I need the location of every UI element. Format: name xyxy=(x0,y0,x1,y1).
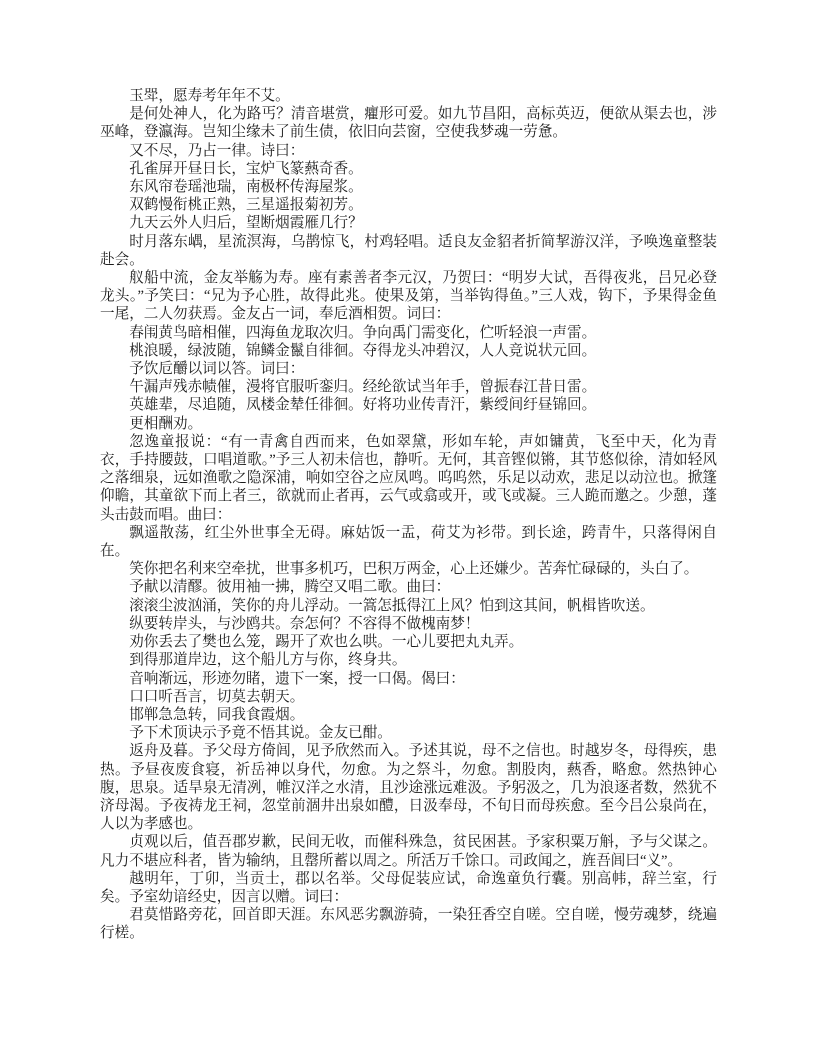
paragraph: 玉斝，愿寿考年年不艾。 xyxy=(129,88,290,104)
paragraph: 双鹤慢衔桃正熟，三星遥报菊初芳。 xyxy=(129,197,363,214)
paragraph: 舣船中流，金友举觞为寿。座有素善者李元汉，乃贺曰：“明岁大试，吾得夜兆，吕兄必登龙头。”予笑曰：“兄为予心胜，故得此兆。使果及第，当举钩得鱼。”三人戏，钩下，予果得金鱼一尾，二人勿获焉。金友占一词，奉卮酒相贺。词曰： xyxy=(100,270,717,323)
paragraph: 邯郸急急转，同我食霞烟。 xyxy=(129,706,305,723)
paragraph: 音响渐远，形迹勿睹，遗下一案，授一口偈。偈曰： xyxy=(129,670,465,687)
paragraph: 予下术顶诀示予竟不悟其说。金友已酣。 xyxy=(129,725,392,742)
paragraph: 忽逸童报说：“有一青禽自西而来，色如翠黛，形如车轮，声如镛黄，飞至中天，化为青衣，手持腰鼓，口唱道歌。”予三人初未信也，静听。无何，其音铿似锵，其节悠似徐，清如轻风之落细泉，远如渔歌之隐深浦，响如空谷之应凤鸣。呜呜然，乐足以动欢，悲足以动泣也。掀篷仰瞻，其童欲下而上者三，欲就而止者再，云气或翕或开，或飞或凝。三人跪而邀之。少憩，蓬头击鼓而唱。曲曰： xyxy=(100,433,717,523)
paragraph: 口口听吾言，切莫去朝天。 xyxy=(129,688,305,705)
paragraph: 返舟及暮。予父母方倚闾，见予欣然而入。予述其说，母不之信也。时越岁冬，母得疾，患热。予昼夜废食寝，祈岳神以身代，勿愈。为之祭斗，勿愈。割股肉，爇香，略愈。然热钟心腹，思泉。适旱泉无清冽，帷汉洋之水清，且沙途涨远难汲。予躬汲之，几为浪逐者数，然犹不济母渴。予夜祷龙王祠，忽堂前涸井出泉如醴，日汲奉母，不旬日而母疾愈。至今吕公泉尚在，人以为孝感也。 xyxy=(100,743,717,833)
paragraph: 又不尽，乃占一律。诗曰： xyxy=(129,142,305,159)
paragraph: 孔雀屏开昼日长，宝炉飞篆爇奇香。 xyxy=(129,160,363,177)
paragraph: 予饮卮釂以词以答。词曰： xyxy=(129,361,305,378)
paragraph: 是何处神人，化为路丐？清音堪赏，癯形可爱。如九节昌阳，高标英迈，便欲从渠去也，涉巫峰，登瀛海。岂知尘缘未了前生债，依旧向芸窗，空使我梦魂一劳惫。 xyxy=(100,106,717,141)
paragraph: 劝你丢去了樊也么笼，踢开了欢也么哄。一心儿要把丸丸弄。 xyxy=(129,634,524,651)
paragraph: 纵要转岸头，与沙鸥共。奈怎何？不容得不做槐南梦！ xyxy=(129,615,480,632)
paragraph: 滚滚尘波汹涌，笑你的舟儿浮动。一篙怎抵得江上风？怕到这其间，帆楫皆吹送。 xyxy=(129,597,655,614)
paragraph: 午漏声残赤帻催，漫将官服听銮归。经纶欲试当年手，曾振春江昔日雷。 xyxy=(129,379,597,396)
text-body xyxy=(100,87,717,943)
paragraph: 更相酬劝。 xyxy=(129,415,203,432)
paragraph: 东风帘卷瑶池瑞，南极杯传海屋浆。 xyxy=(129,179,363,196)
paragraph: 笑你把名利来空牵扰，世事多机巧，巴积万两金，心上还嫌少。苦奔忙碌碌的，头白了。 xyxy=(129,561,699,578)
paragraph: 九天云外人归后，望断烟霞雁几行？ xyxy=(129,215,363,232)
paragraph: 时月落东嵎，星流溟海，乌鹊惊飞，村鸡轻唱。适良友金貂者折简挈游汉洋，予唤逸童整装赴会。 xyxy=(100,233,717,268)
paragraph: 英雄辈，尽追随，凤楼金辇任徘徊。好将功业传青汗，紫绶间纡昼锦回。 xyxy=(129,397,597,414)
paragraph: 予献以清醪。彼用袖一拂，腾空又唱二歌。曲曰： xyxy=(129,579,451,596)
paragraph: 越明年，丁卯，当贡士，郡以名举。父母促装应试，命逸童负行囊。别高帏，辞兰室，行矣。予室幼谙经史，因言以赠。词曰： xyxy=(100,870,717,905)
paragraph: 春闱黄鸟暗相催，四海鱼龙取次归。争向禹门需变化，伫听轻浪一声雷。 xyxy=(129,324,597,341)
paragraph: 桃浪暖，绿波随，锦鳞金鬣自徘徊。夺得龙头冲碧汉，人人竞说状元回。 xyxy=(129,342,597,359)
paragraph: 君莫惜路旁花，回首即天涯。东风恶劣飘游骑，一染狂香空自嗟。空自嗟，慢劳魂梦，绕遍行槎。 xyxy=(100,907,717,942)
paragraph: 飘遥散荡，红尘外世事全无碍。麻姑饭一盂，荷艾为衫带。到长途，跨青牛，只落得闲自在。 xyxy=(100,524,717,560)
paragraph: 贞观以后，值吾郡岁歉，民间无收，而催科殊急，贫民困甚。予家积粟万斛，予与父谋之。凡力不堪应科者，皆为输纳，且罄所蓄以周之。所活万千馀口。司政闻之，旌吾闾曰“义”。 xyxy=(100,834,717,869)
paragraph: 到得那道岸边，这个船儿方与你，终身共。 xyxy=(129,652,407,669)
